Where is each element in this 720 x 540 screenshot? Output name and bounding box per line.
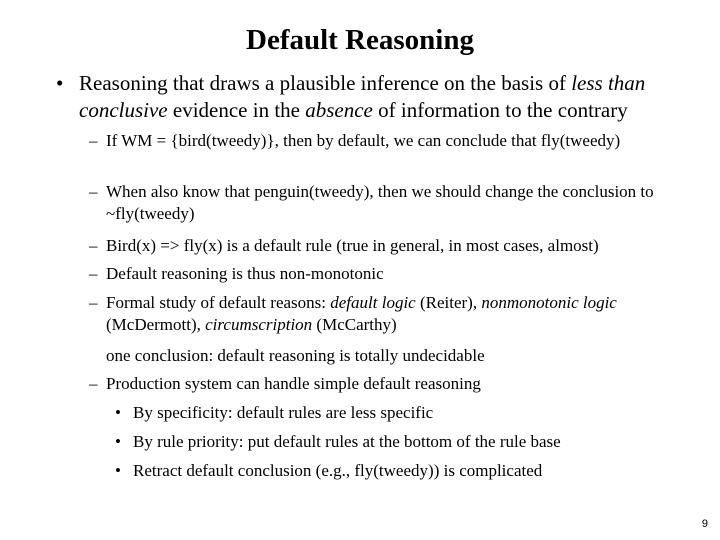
italic-run: default logic: [330, 293, 416, 312]
level3-item: [115, 402, 705, 424]
sub-item-text: [106, 292, 699, 336]
sub-item: [89, 130, 699, 152]
bullet-marker: •: [115, 432, 121, 451]
dash-marker: –: [89, 374, 98, 393]
main-bullet: [56, 70, 696, 124]
text-run: (Reiter),: [415, 293, 482, 312]
dash-marker: –: [89, 182, 98, 201]
main-bullet-text: [79, 70, 696, 124]
text-run: (McCarthy): [312, 315, 397, 334]
sub-item-text: If WM = {bird(tweedy)}, then by default, we can conclude that fly(tweedy): [106, 131, 621, 150]
sub-item: [89, 263, 699, 285]
sub-item-formal: [89, 292, 699, 336]
text-run: (McDermott),: [106, 315, 206, 334]
level3-item: [115, 460, 705, 482]
text-run: Formal study of default reasons:: [106, 293, 331, 312]
text-run: of information to the contrary: [372, 98, 628, 122]
sub-item-text: Production system can handle simple default reasoning: [106, 374, 481, 393]
bullet-marker: •: [115, 403, 121, 422]
dash-marker: –: [89, 264, 98, 283]
slide-title: Default Reasoning: [246, 24, 474, 56]
dash-marker: –: [89, 293, 98, 312]
level3-item-text: By rule priority: put default rules at the bottom of the rule base: [133, 432, 561, 451]
italic-run: circumscription: [205, 315, 313, 334]
sub-item-text: Default reasoning is thus non-monotonic: [106, 264, 384, 283]
bullet-marker: •: [115, 461, 121, 480]
text-run: evidence in the: [167, 98, 306, 122]
sub-item-text: Bird(x) => fly(x) is a default rule (true in general, in most cases, almost): [106, 236, 599, 255]
sub-item-text: When also know that penguin(tweedy), then we should change the conclusion to ~fly(tweedy): [106, 182, 654, 223]
level3-item: [115, 431, 705, 453]
sub-item: [89, 181, 699, 225]
dash-marker: –: [89, 236, 98, 255]
sub-item: [89, 235, 699, 257]
bullet-marker: •: [56, 71, 64, 95]
continuation-line: one conclusion: default reasoning is totally undecidable: [106, 346, 485, 365]
italic-run: absence: [305, 98, 373, 122]
text-run: Reasoning that draws a plausible inference on the basis of: [79, 71, 572, 95]
italic-run: nonmonotonic logic: [481, 293, 617, 312]
sub-item: [89, 373, 699, 395]
level3-item-text: Retract default conclusion (e.g., fly(tweedy)) is complicated: [133, 461, 543, 480]
dash-marker: –: [89, 131, 98, 150]
page-number: 9: [701, 518, 708, 530]
italic-run: less than conclusive: [79, 71, 646, 122]
level3-item-text: By specificity: default rules are less specific: [133, 403, 434, 422]
